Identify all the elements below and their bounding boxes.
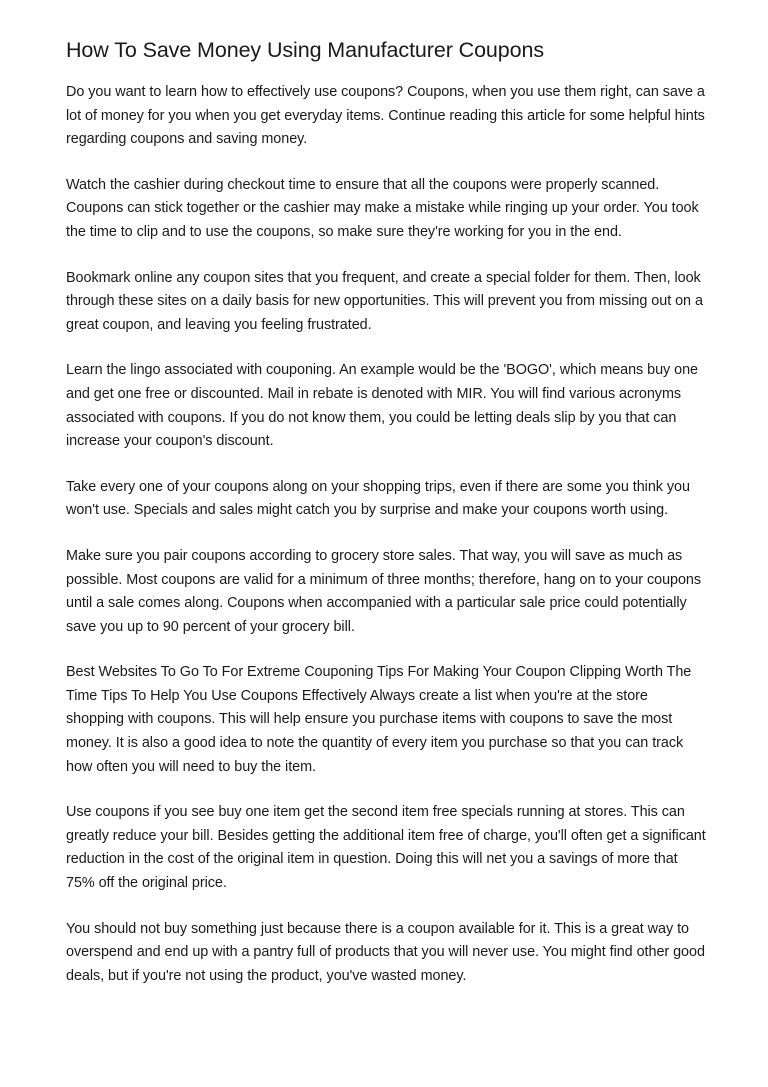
paragraph-take-coupons: Take every one of your coupons along on your shopping trips, even if there are some you think you won't use. Specials and sales might catch you by surprise and make your coupons worth using. <box>66 478 690 519</box>
page-title: How To Save Money Using Manufacturer Coupons <box>66 38 545 62</box>
paragraph-pair-sales: Make sure you pair coupons according to grocery store sales. That way, you will save as much as possible. Most coupons are valid for a minimum of three months; therefore, hang on to your coupons until a sale comes along. Coupons when accompanied with a particular sale price could potentially save you up to 90 percent of your grocery bill. <box>66 547 702 635</box>
paragraph-watch-cashier: Watch the cashier during checkout time to ensure that all the coupons were properly scanned. Coupons can stick together or the cashier may make a mistake while ringing up your order. You took the time to clip and to use the coupons, so make sure they're working for you in the end. <box>66 176 699 240</box>
paragraph-bookmark-sites: Bookmark online any coupon sites that you frequent, and create a special folder for them. Then, look through these sites on a daily basis for new opportunities. This will prevent you from missing out on a great coupon, and leaving you feeling frustrated. <box>66 269 703 333</box>
paragraph-dont-overspend: You should not buy something just because there is a coupon available for it. This is a great way to overspend and end up with a pantry full of products that you will never use. You might find other good deals, but if you're not using the product, you've wasted money. <box>66 920 705 984</box>
paragraph-buy-one-get-one: Use coupons if you see buy one item get the second item free specials running at stores. This can greatly reduce your bill. Besides getting the additional item free of charge, you'll often get a significant reduction in the cost of the original item in question. Doing this will net you a savings of more that 75% off the original price. <box>66 804 706 892</box>
paragraph-best-websites: Best Websites To Go To For Extreme Couponing Tips For Making Your Coupon Clipping Worth The Time Tips To Help You Use Coupons Effectively Always create a list when you're at the store shopping with coupons. This will help ensure you purchase items with coupons to save the most money. It is also a good idea to note the quantity of every item you purchase so that you can track how often you will need to buy the item. <box>66 664 692 775</box>
paragraph-intro: Do you want to learn how to effectively use coupons? Coupons, when you use them right, can save a lot of money for you when you get everyday items. Continue reading this article for some helpful hints regarding coupons and saving money. <box>66 84 705 148</box>
paragraph-learn-lingo: Learn the lingo associated with couponing. An example would be the 'BOGO', which means buy one and get one free or discounted. Mail in rebate is denoted with MIR. You will find various acronyms associated with coupons. If you do not know them, you could be letting deals slip by you that can increase your coupon's discount. <box>66 362 698 450</box>
